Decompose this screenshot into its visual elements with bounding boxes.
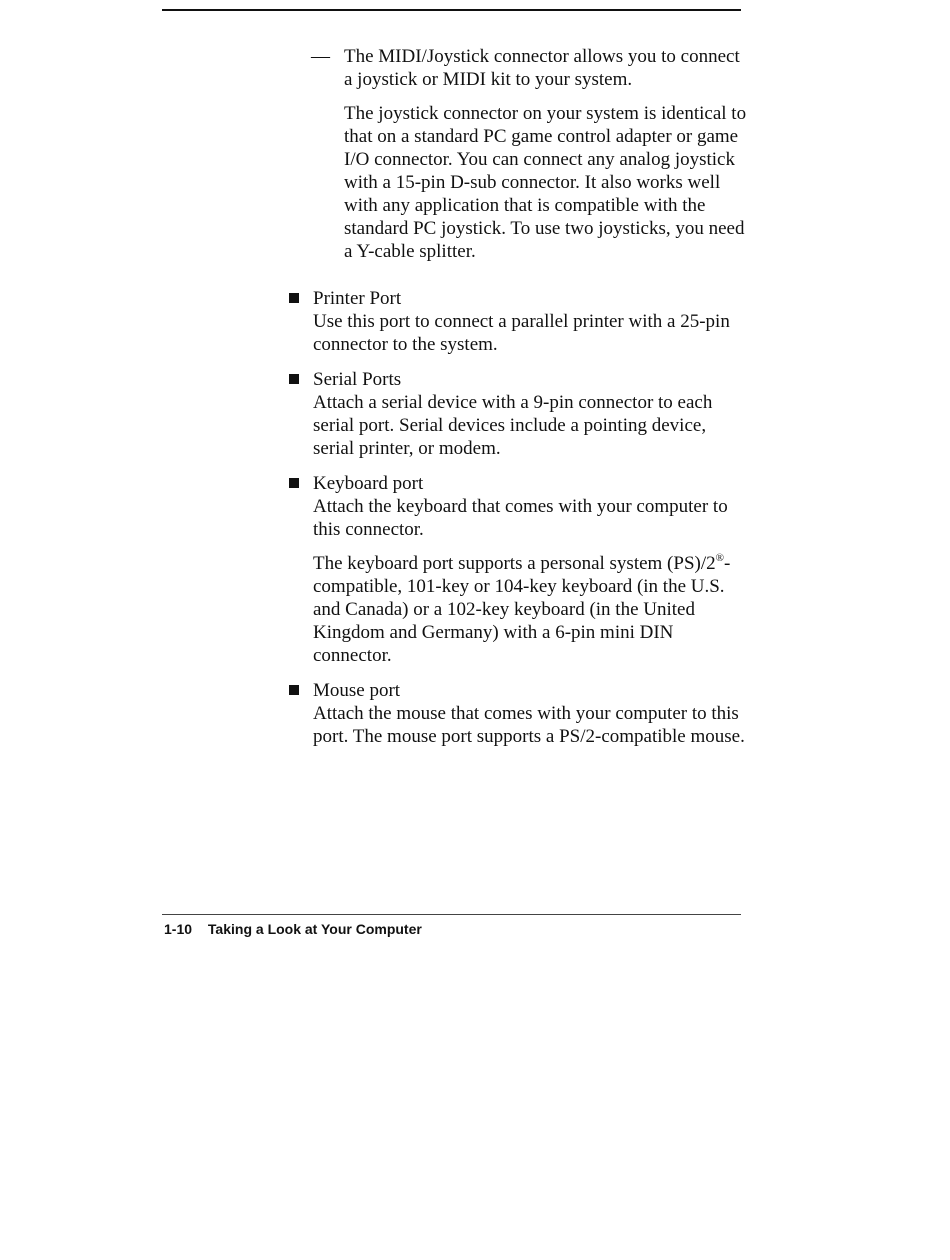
mouse-port-description: Attach the mouse that comes with your computer to this port. The mouse port supports a PS/2-compatible mouse. xyxy=(313,703,745,747)
serial-ports-description: Attach a serial device with a 9-pin connector to each serial port. Serial devices include a pointing device, serial printer, or modem. xyxy=(313,392,713,459)
mouse-port-title: Mouse port xyxy=(313,680,401,701)
page-number: 1-10 xyxy=(164,921,193,937)
list-item-mouse-port xyxy=(289,679,749,748)
serial-ports-title: Serial Ports xyxy=(313,369,402,390)
keyboard-details-end: -compatible, 101-key or 104-key keyboard (in the U.S. and Canada) or a 102-key keyboard (in the United Kingdom and Germany) with a 6-pin mini DIN connector. xyxy=(313,553,731,666)
keyboard-port-title: Keyboard port xyxy=(313,473,424,494)
square-bullet-icon xyxy=(289,374,299,384)
printer-port-description: Use this port to connect a parallel printer with a 25-pin connector to the system. xyxy=(313,311,730,355)
joystick-connector-paragraph: The joystick connector on your system is identical to that on a standard PC game control adapter or game I/O connector. You can connect any analog joystick with a 15-pin D-sub connector. It also works well with any application that is compatible with the standard PC joystick. To use two joysticks, you need a Y-cable splitter. xyxy=(344,103,747,262)
chapter-title: Taking a Look at Your Computer xyxy=(207,921,422,937)
keyboard-port-details xyxy=(313,552,749,667)
list-item-keyboard-port xyxy=(289,472,749,667)
dash-marker: — xyxy=(311,46,330,67)
printer-port-title: Printer Port xyxy=(313,288,402,309)
keyboard-port-description: Attach the keyboard that comes with your computer to this connector. xyxy=(313,496,728,540)
square-bullet-icon xyxy=(289,685,299,695)
square-bullet-icon xyxy=(289,478,299,488)
list-item-serial-ports xyxy=(289,368,749,460)
top-rule xyxy=(162,9,741,11)
registered-mark: ® xyxy=(715,552,724,564)
midi-joystick-text xyxy=(344,45,751,263)
list-item-printer-port xyxy=(289,287,749,356)
midi-joystick-intro: The MIDI/Joystick connector allows you to connect a joystick or MIDI kit to your system. xyxy=(344,46,740,90)
port-list xyxy=(289,287,749,760)
keyboard-details-start: The keyboard port supports a personal system (PS)/2 xyxy=(313,553,716,574)
footer-rule xyxy=(162,914,741,915)
midi-joystick-item xyxy=(311,45,751,274)
page-footer xyxy=(164,920,422,938)
square-bullet-icon xyxy=(289,293,299,303)
